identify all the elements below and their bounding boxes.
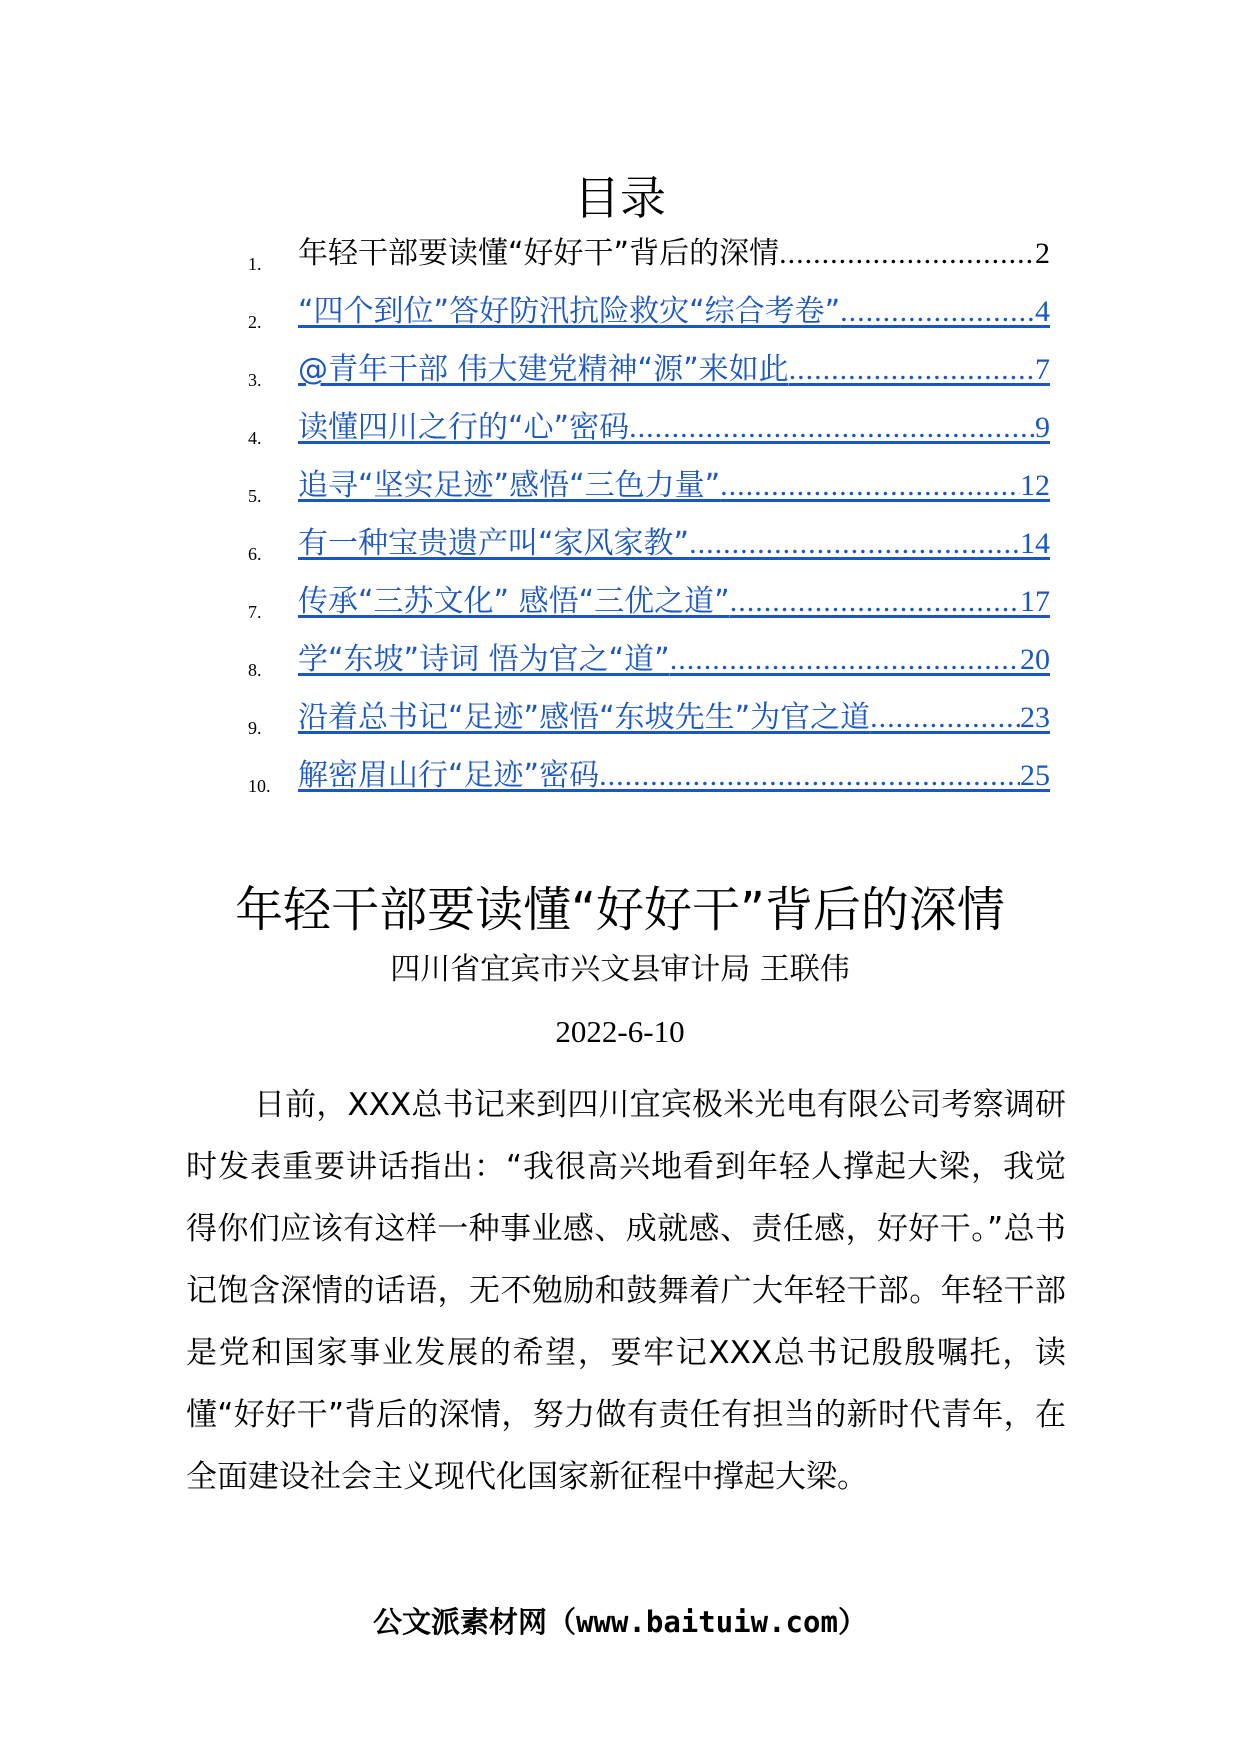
footer-url: （www.baituiw.com）	[547, 1605, 867, 1639]
toc-leader-dots	[670, 638, 1020, 682]
toc-item-page: 2	[1035, 237, 1050, 270]
toc-leader-dots	[689, 522, 1020, 566]
article-author: 四川省宜宾市兴文县审计局 王联伟	[390, 952, 850, 987]
toc-leader-dots	[599, 754, 1020, 798]
footer-site-name: 公文派素材网	[373, 1605, 548, 1639]
toc-item-number: 10.	[248, 776, 271, 796]
toc-leader-dots	[720, 464, 1020, 508]
toc-item-number: 4.	[248, 428, 262, 448]
article-date: 2022-6-10	[555, 1014, 685, 1049]
toc-item-number: 5.	[248, 486, 262, 506]
article-title: 年轻干部要读懂“好好干”背后的深情	[235, 882, 1005, 938]
toc-item-number: 2.	[248, 312, 262, 332]
toc-leader-dots	[779, 232, 1035, 276]
toc-item-page: 23	[1020, 701, 1050, 734]
toc-item	[0, 580, 1240, 638]
toc-item-title: 传承“三苏文化” 感悟“三优之道”	[298, 584, 730, 619]
toc-leader-dots	[840, 290, 1035, 334]
toc-leader-dots	[870, 696, 1020, 740]
toc-item-title: 追寻“坚实足迹”感悟“三色力量”	[298, 468, 721, 503]
toc-item-title: 年轻干部要读懂“好好干”背后的深情	[298, 236, 780, 271]
toc-item-page: 25	[1020, 759, 1050, 792]
toc-item-number: 7.	[248, 602, 262, 622]
toc-item-number: 6.	[248, 544, 262, 564]
toc-link[interactable]	[298, 580, 1050, 624]
toc-item-title: 读懂四川之行的“心”密码	[298, 410, 630, 445]
toc-item-page: 20	[1020, 643, 1050, 676]
toc-heading: 目录	[574, 171, 666, 225]
toc-item	[0, 638, 1240, 696]
toc-item-page: 9	[1035, 411, 1050, 444]
toc-item-title: 沿着总书记“足迹”感悟“东坡先生”为官之道	[298, 700, 871, 735]
toc-item-number: 3.	[248, 370, 262, 390]
toc-item	[0, 754, 1240, 812]
toc-link[interactable]	[298, 754, 1050, 798]
footer-watermark	[0, 1600, 1240, 1641]
toc-item-title: 解密眉山行“足迹”密码	[298, 758, 600, 793]
toc-leader-dots	[629, 406, 1035, 450]
toc-item	[0, 232, 1240, 290]
toc-item-title: @青年干部 伟大建党精神“源”来如此	[298, 352, 789, 387]
toc-item-page: 4	[1035, 295, 1050, 328]
toc-item-title: 学“东坡”诗词 悟为官之“道”	[298, 642, 670, 677]
toc-item-page: 17	[1020, 585, 1050, 618]
toc-link[interactable]	[298, 290, 1050, 334]
toc-item-title: “四个到位”答好防汛抗险救灾“综合考卷”	[298, 294, 841, 329]
toc-item	[0, 406, 1240, 464]
article-body: 日前，XXX总书记来到四川宜宾极米光电有限公司考察调研时发表重要讲话指出：“我很高兴地看到年轻人撑起大梁，我觉得你们应该有这样一种事业感、成就感、责任感，好好干。”总书记饱含深情的话语，无不勉励和鼓舞着广大年轻干部。年轻干部是党和国家事业发展的希望，要牢记XXX总书记殷殷嘱托，读懂“好好干”背后的深情，努力做有责任有担当的新时代青年，在全面建设社会主义现代化国家新征程中撑起大梁。	[186, 1087, 1066, 1495]
toc-leader-dots	[789, 348, 1035, 392]
toc-link[interactable]	[298, 464, 1050, 508]
toc-item	[0, 696, 1240, 754]
toc-link[interactable]	[298, 232, 1050, 276]
toc-item-page: 12	[1020, 469, 1050, 502]
toc-link[interactable]	[298, 406, 1050, 450]
toc-item-number: 1.	[248, 254, 262, 274]
toc-link[interactable]	[298, 348, 1050, 392]
toc-leader-dots	[730, 580, 1020, 624]
toc-item-page: 7	[1035, 353, 1050, 386]
toc-item-title: 有一种宝贵遗产叫“家风家教”	[298, 526, 690, 561]
toc-link[interactable]	[298, 522, 1050, 566]
toc-item	[0, 348, 1240, 406]
toc-item-page: 14	[1020, 527, 1050, 560]
toc-item-number: 9.	[248, 718, 262, 738]
toc-link[interactable]	[298, 638, 1050, 682]
toc-item	[0, 290, 1240, 348]
toc-link[interactable]	[298, 696, 1050, 740]
toc-item-number: 8.	[248, 660, 262, 680]
toc-item	[0, 464, 1240, 522]
toc-item	[0, 522, 1240, 580]
